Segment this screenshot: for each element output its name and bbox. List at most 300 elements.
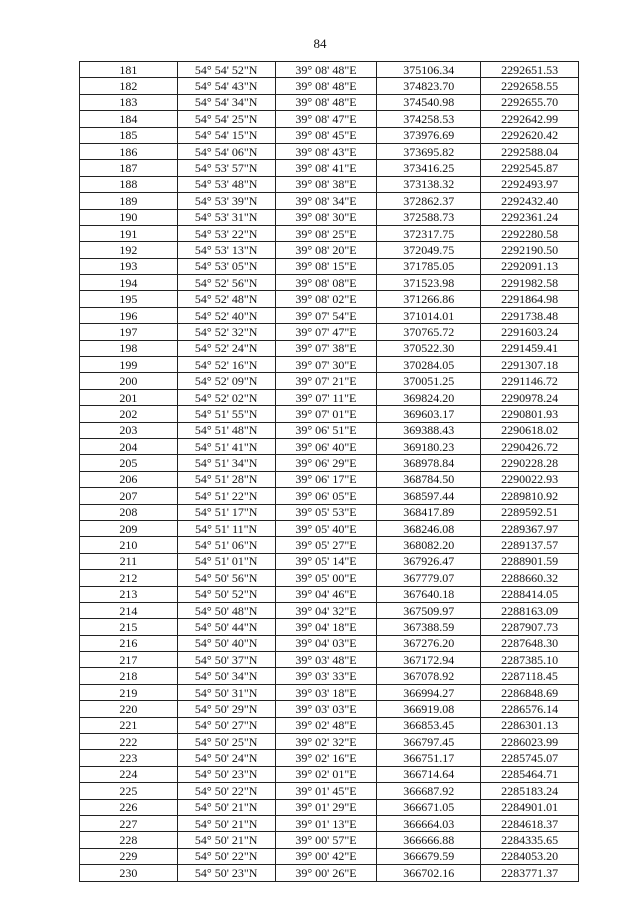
latitude-cell: 54° 52' 24"N <box>177 340 275 356</box>
x-coordinate-cell: 367640.18 <box>377 586 481 602</box>
coordinates-table <box>79 61 579 882</box>
y-coordinate-cell: 2290801.93 <box>481 406 579 422</box>
longitude-cell: 39° 02' 16"E <box>275 750 377 766</box>
x-coordinate-cell: 371523.98 <box>377 275 481 291</box>
longitude-cell: 39° 03' 03"E <box>275 701 377 717</box>
longitude-cell: 39° 03' 18"E <box>275 684 377 700</box>
longitude-cell: 39° 06' 17"E <box>275 471 377 487</box>
point-number-cell: 211 <box>80 553 178 569</box>
latitude-cell: 54° 50' 24"N <box>177 750 275 766</box>
latitude-cell: 54° 51' 28"N <box>177 471 275 487</box>
point-number-cell: 197 <box>80 324 178 340</box>
y-coordinate-cell: 2286848.69 <box>481 684 579 700</box>
y-coordinate-cell: 2292651.53 <box>481 62 579 78</box>
longitude-cell: 39° 03' 33"E <box>275 668 377 684</box>
x-coordinate-cell: 366919.08 <box>377 701 481 717</box>
y-coordinate-cell: 2287385.10 <box>481 652 579 668</box>
x-coordinate-cell: 366751.17 <box>377 750 481 766</box>
x-coordinate-cell: 367926.47 <box>377 553 481 569</box>
y-coordinate-cell: 2291307.18 <box>481 357 579 373</box>
x-coordinate-cell: 372588.73 <box>377 209 481 225</box>
y-coordinate-cell: 2289367.97 <box>481 520 579 536</box>
table-row <box>80 258 579 274</box>
point-number-cell: 225 <box>80 783 178 799</box>
point-number-cell: 208 <box>80 504 178 520</box>
latitude-cell: 54° 54' 06"N <box>177 143 275 159</box>
point-number-cell: 212 <box>80 570 178 586</box>
point-number-cell: 227 <box>80 815 178 831</box>
latitude-cell: 54° 52' 32"N <box>177 324 275 340</box>
latitude-cell: 54° 50' 21"N <box>177 815 275 831</box>
point-number-cell: 184 <box>80 111 178 127</box>
x-coordinate-cell: 368597.44 <box>377 488 481 504</box>
y-coordinate-cell: 2290022.93 <box>481 471 579 487</box>
y-coordinate-cell: 2292642.99 <box>481 111 579 127</box>
table-row <box>80 520 579 536</box>
table-row <box>80 570 579 586</box>
point-number-cell: 193 <box>80 258 178 274</box>
x-coordinate-cell: 371014.01 <box>377 307 481 323</box>
latitude-cell: 54° 52' 48"N <box>177 291 275 307</box>
table-row <box>80 471 579 487</box>
point-number-cell: 221 <box>80 717 178 733</box>
y-coordinate-cell: 2292655.70 <box>481 94 579 110</box>
x-coordinate-cell: 375106.34 <box>377 62 481 78</box>
longitude-cell: 39° 08' 38"E <box>275 176 377 192</box>
y-coordinate-cell: 2292280.58 <box>481 225 579 241</box>
y-coordinate-cell: 2285183.24 <box>481 783 579 799</box>
latitude-cell: 54° 50' 23"N <box>177 865 275 881</box>
latitude-cell: 54° 50' 37"N <box>177 652 275 668</box>
latitude-cell: 54° 53' 39"N <box>177 193 275 209</box>
y-coordinate-cell: 2286576.14 <box>481 701 579 717</box>
x-coordinate-cell: 368784.50 <box>377 471 481 487</box>
x-coordinate-cell: 366666.88 <box>377 832 481 848</box>
x-coordinate-cell: 368246.08 <box>377 520 481 536</box>
y-coordinate-cell: 2288660.32 <box>481 570 579 586</box>
latitude-cell: 54° 51' 11"N <box>177 520 275 536</box>
x-coordinate-cell: 368978.84 <box>377 455 481 471</box>
point-number-cell: 203 <box>80 422 178 438</box>
longitude-cell: 39° 02' 01"E <box>275 766 377 782</box>
y-coordinate-cell: 2292361.24 <box>481 209 579 225</box>
point-number-cell: 219 <box>80 684 178 700</box>
point-number-cell: 195 <box>80 291 178 307</box>
point-number-cell: 213 <box>80 586 178 602</box>
y-coordinate-cell: 2292658.55 <box>481 78 579 94</box>
longitude-cell: 39° 05' 00"E <box>275 570 377 586</box>
x-coordinate-cell: 366994.27 <box>377 684 481 700</box>
y-coordinate-cell: 2291459.41 <box>481 340 579 356</box>
table-row <box>80 701 579 717</box>
point-number-cell: 210 <box>80 537 178 553</box>
latitude-cell: 54° 51' 17"N <box>177 504 275 520</box>
table-row <box>80 193 579 209</box>
latitude-cell: 54° 51' 06"N <box>177 537 275 553</box>
longitude-cell: 39° 08' 48"E <box>275 94 377 110</box>
table-row <box>80 717 579 733</box>
latitude-cell: 54° 50' 29"N <box>177 701 275 717</box>
point-number-cell: 223 <box>80 750 178 766</box>
table-row <box>80 209 579 225</box>
point-number-cell: 230 <box>80 865 178 881</box>
x-coordinate-cell: 367509.97 <box>377 602 481 618</box>
y-coordinate-cell: 2291146.72 <box>481 373 579 389</box>
latitude-cell: 54° 50' 52"N <box>177 586 275 602</box>
point-number-cell: 215 <box>80 619 178 635</box>
longitude-cell: 39° 07' 01"E <box>275 406 377 422</box>
y-coordinate-cell: 2292620.42 <box>481 127 579 143</box>
point-number-cell: 201 <box>80 389 178 405</box>
table-row <box>80 783 579 799</box>
point-number-cell: 205 <box>80 455 178 471</box>
longitude-cell: 39° 05' 53"E <box>275 504 377 520</box>
table-row <box>80 586 579 602</box>
page-number: 84 <box>313 36 327 51</box>
table-row <box>80 111 579 127</box>
longitude-cell: 39° 07' 21"E <box>275 373 377 389</box>
longitude-cell: 39° 04' 18"E <box>275 619 377 635</box>
table-row <box>80 766 579 782</box>
point-number-cell: 182 <box>80 78 178 94</box>
table-row <box>80 176 579 192</box>
longitude-cell: 39° 04' 03"E <box>275 635 377 651</box>
x-coordinate-cell: 369388.43 <box>377 422 481 438</box>
table-row <box>80 127 579 143</box>
longitude-cell: 39° 06' 40"E <box>275 438 377 454</box>
latitude-cell: 54° 51' 01"N <box>177 553 275 569</box>
point-number-cell: 198 <box>80 340 178 356</box>
y-coordinate-cell: 2292588.04 <box>481 143 579 159</box>
table-row <box>80 307 579 323</box>
point-number-cell: 220 <box>80 701 178 717</box>
point-number-cell: 189 <box>80 193 178 209</box>
table-row <box>80 832 579 848</box>
x-coordinate-cell: 372317.75 <box>377 225 481 241</box>
table-row <box>80 62 579 78</box>
x-coordinate-cell: 370522.30 <box>377 340 481 356</box>
x-coordinate-cell: 373976.69 <box>377 127 481 143</box>
latitude-cell: 54° 51' 34"N <box>177 455 275 471</box>
latitude-cell: 54° 50' 22"N <box>177 848 275 864</box>
table-row <box>80 438 579 454</box>
latitude-cell: 54° 54' 43"N <box>177 78 275 94</box>
y-coordinate-cell: 2283771.37 <box>481 865 579 881</box>
x-coordinate-cell: 370284.05 <box>377 357 481 373</box>
point-number-cell: 224 <box>80 766 178 782</box>
longitude-cell: 39° 07' 11"E <box>275 389 377 405</box>
point-number-cell: 183 <box>80 94 178 110</box>
longitude-cell: 39° 01' 45"E <box>275 783 377 799</box>
y-coordinate-cell: 2292190.50 <box>481 242 579 258</box>
longitude-cell: 39° 05' 14"E <box>275 553 377 569</box>
table-row <box>80 225 579 241</box>
table-row <box>80 143 579 159</box>
latitude-cell: 54° 50' 34"N <box>177 668 275 684</box>
y-coordinate-cell: 2288414.05 <box>481 586 579 602</box>
point-number-cell: 196 <box>80 307 178 323</box>
latitude-cell: 54° 50' 21"N <box>177 832 275 848</box>
y-coordinate-cell: 2289592.51 <box>481 504 579 520</box>
latitude-cell: 54° 51' 48"N <box>177 422 275 438</box>
table-row <box>80 848 579 864</box>
table-row <box>80 455 579 471</box>
y-coordinate-cell: 2292091.13 <box>481 258 579 274</box>
y-coordinate-cell: 2284053.20 <box>481 848 579 864</box>
point-number-cell: 204 <box>80 438 178 454</box>
latitude-cell: 54° 54' 34"N <box>177 94 275 110</box>
table-row <box>80 160 579 176</box>
longitude-cell: 39° 02' 32"E <box>275 734 377 750</box>
y-coordinate-cell: 2291982.58 <box>481 275 579 291</box>
point-number-cell: 191 <box>80 225 178 241</box>
y-coordinate-cell: 2289137.57 <box>481 537 579 553</box>
y-coordinate-cell: 2290618.02 <box>481 422 579 438</box>
latitude-cell: 54° 50' 56"N <box>177 570 275 586</box>
x-coordinate-cell: 369603.17 <box>377 406 481 422</box>
y-coordinate-cell: 2291738.48 <box>481 307 579 323</box>
x-coordinate-cell: 366687.92 <box>377 783 481 799</box>
longitude-cell: 39° 07' 30"E <box>275 357 377 373</box>
x-coordinate-cell: 367078.92 <box>377 668 481 684</box>
table-row <box>80 291 579 307</box>
y-coordinate-cell: 2290426.72 <box>481 438 579 454</box>
table-row <box>80 406 579 422</box>
latitude-cell: 54° 52' 16"N <box>177 357 275 373</box>
table-row <box>80 815 579 831</box>
x-coordinate-cell: 366664.03 <box>377 815 481 831</box>
table-row <box>80 340 579 356</box>
longitude-cell: 39° 02' 48"E <box>275 717 377 733</box>
y-coordinate-cell: 2285464.71 <box>481 766 579 782</box>
latitude-cell: 54° 53' 31"N <box>177 209 275 225</box>
longitude-cell: 39° 08' 34"E <box>275 193 377 209</box>
x-coordinate-cell: 367276.20 <box>377 635 481 651</box>
longitude-cell: 39° 08' 48"E <box>275 62 377 78</box>
table-row <box>80 422 579 438</box>
latitude-cell: 54° 50' 27"N <box>177 717 275 733</box>
table-row <box>80 242 579 258</box>
y-coordinate-cell: 2289810.92 <box>481 488 579 504</box>
point-number-cell: 222 <box>80 734 178 750</box>
y-coordinate-cell: 2287648.30 <box>481 635 579 651</box>
table-row <box>80 389 579 405</box>
point-number-cell: 185 <box>80 127 178 143</box>
longitude-cell: 39° 06' 05"E <box>275 488 377 504</box>
y-coordinate-cell: 2285745.07 <box>481 750 579 766</box>
y-coordinate-cell: 2284901.01 <box>481 799 579 815</box>
y-coordinate-cell: 2291603.24 <box>481 324 579 340</box>
point-number-cell: 217 <box>80 652 178 668</box>
latitude-cell: 54° 53' 05"N <box>177 258 275 274</box>
latitude-cell: 54° 52' 56"N <box>177 275 275 291</box>
table-row <box>80 865 579 881</box>
point-number-cell: 214 <box>80 602 178 618</box>
table-row <box>80 602 579 618</box>
latitude-cell: 54° 53' 22"N <box>177 225 275 241</box>
latitude-cell: 54° 53' 57"N <box>177 160 275 176</box>
y-coordinate-cell: 2292493.97 <box>481 176 579 192</box>
longitude-cell: 39° 07' 38"E <box>275 340 377 356</box>
x-coordinate-cell: 366671.05 <box>377 799 481 815</box>
longitude-cell: 39° 03' 48"E <box>275 652 377 668</box>
longitude-cell: 39° 05' 27"E <box>275 537 377 553</box>
x-coordinate-cell: 374540.98 <box>377 94 481 110</box>
longitude-cell: 39° 06' 51"E <box>275 422 377 438</box>
x-coordinate-cell: 368417.89 <box>377 504 481 520</box>
table-row <box>80 357 579 373</box>
longitude-cell: 39° 08' 02"E <box>275 291 377 307</box>
longitude-cell: 39° 08' 08"E <box>275 275 377 291</box>
point-number-cell: 202 <box>80 406 178 422</box>
point-number-cell: 207 <box>80 488 178 504</box>
longitude-cell: 39° 08' 43"E <box>275 143 377 159</box>
latitude-cell: 54° 54' 25"N <box>177 111 275 127</box>
longitude-cell: 39° 08' 48"E <box>275 78 377 94</box>
longitude-cell: 39° 04' 32"E <box>275 602 377 618</box>
x-coordinate-cell: 367779.07 <box>377 570 481 586</box>
point-number-cell: 216 <box>80 635 178 651</box>
point-number-cell: 228 <box>80 832 178 848</box>
y-coordinate-cell: 2287118.45 <box>481 668 579 684</box>
longitude-cell: 39° 07' 54"E <box>275 307 377 323</box>
longitude-cell: 39° 05' 40"E <box>275 520 377 536</box>
table-row <box>80 504 579 520</box>
x-coordinate-cell: 369824.20 <box>377 389 481 405</box>
latitude-cell: 54° 50' 40"N <box>177 635 275 651</box>
latitude-cell: 54° 50' 22"N <box>177 783 275 799</box>
x-coordinate-cell: 373416.25 <box>377 160 481 176</box>
table-row <box>80 78 579 94</box>
latitude-cell: 54° 50' 25"N <box>177 734 275 750</box>
latitude-cell: 54° 50' 48"N <box>177 602 275 618</box>
y-coordinate-cell: 2286301.13 <box>481 717 579 733</box>
y-coordinate-cell: 2290978.24 <box>481 389 579 405</box>
point-number-cell: 218 <box>80 668 178 684</box>
x-coordinate-cell: 366797.45 <box>377 734 481 750</box>
latitude-cell: 54° 52' 40"N <box>177 307 275 323</box>
x-coordinate-cell: 369180.23 <box>377 438 481 454</box>
x-coordinate-cell: 374823.70 <box>377 78 481 94</box>
longitude-cell: 39° 08' 20"E <box>275 242 377 258</box>
table-row <box>80 684 579 700</box>
point-number-cell: 194 <box>80 275 178 291</box>
latitude-cell: 54° 54' 52"N <box>177 62 275 78</box>
longitude-cell: 39° 01' 29"E <box>275 799 377 815</box>
x-coordinate-cell: 366853.45 <box>377 717 481 733</box>
point-number-cell: 199 <box>80 357 178 373</box>
x-coordinate-cell: 366679.59 <box>377 848 481 864</box>
y-coordinate-cell: 2288163.09 <box>481 602 579 618</box>
point-number-cell: 229 <box>80 848 178 864</box>
latitude-cell: 54° 50' 21"N <box>177 799 275 815</box>
longitude-cell: 39° 08' 47"E <box>275 111 377 127</box>
x-coordinate-cell: 366702.16 <box>377 865 481 881</box>
y-coordinate-cell: 2290228.28 <box>481 455 579 471</box>
x-coordinate-cell: 373138.32 <box>377 176 481 192</box>
point-number-cell: 226 <box>80 799 178 815</box>
x-coordinate-cell: 366714.64 <box>377 766 481 782</box>
longitude-cell: 39° 00' 57"E <box>275 832 377 848</box>
table-row <box>80 488 579 504</box>
x-coordinate-cell: 368082.20 <box>377 537 481 553</box>
x-coordinate-cell: 373695.82 <box>377 143 481 159</box>
point-number-cell: 188 <box>80 176 178 192</box>
table-row <box>80 537 579 553</box>
table-row <box>80 275 579 291</box>
x-coordinate-cell: 370765.72 <box>377 324 481 340</box>
point-number-cell: 192 <box>80 242 178 258</box>
longitude-cell: 39° 01' 13"E <box>275 815 377 831</box>
coordinates-table-body <box>80 62 579 882</box>
latitude-cell: 54° 54' 15"N <box>177 127 275 143</box>
longitude-cell: 39° 07' 47"E <box>275 324 377 340</box>
table-row <box>80 373 579 389</box>
x-coordinate-cell: 371785.05 <box>377 258 481 274</box>
longitude-cell: 39° 00' 26"E <box>275 865 377 881</box>
table-row <box>80 619 579 635</box>
table-row <box>80 652 579 668</box>
table-row <box>80 668 579 684</box>
y-coordinate-cell: 2292545.87 <box>481 160 579 176</box>
longitude-cell: 39° 08' 41"E <box>275 160 377 176</box>
x-coordinate-cell: 371266.86 <box>377 291 481 307</box>
longitude-cell: 39° 08' 15"E <box>275 258 377 274</box>
longitude-cell: 39° 08' 45"E <box>275 127 377 143</box>
y-coordinate-cell: 2292432.40 <box>481 193 579 209</box>
latitude-cell: 54° 53' 48"N <box>177 176 275 192</box>
longitude-cell: 39° 00' 42"E <box>275 848 377 864</box>
latitude-cell: 54° 50' 31"N <box>177 684 275 700</box>
latitude-cell: 54° 52' 02"N <box>177 389 275 405</box>
y-coordinate-cell: 2288901.59 <box>481 553 579 569</box>
longitude-cell: 39° 06' 29"E <box>275 455 377 471</box>
y-coordinate-cell: 2284335.65 <box>481 832 579 848</box>
table-row <box>80 750 579 766</box>
table-row <box>80 553 579 569</box>
latitude-cell: 54° 51' 41"N <box>177 438 275 454</box>
longitude-cell: 39° 08' 30"E <box>275 209 377 225</box>
x-coordinate-cell: 367388.59 <box>377 619 481 635</box>
point-number-cell: 181 <box>80 62 178 78</box>
latitude-cell: 54° 53' 13"N <box>177 242 275 258</box>
x-coordinate-cell: 374258.53 <box>377 111 481 127</box>
x-coordinate-cell: 372049.75 <box>377 242 481 258</box>
table-row <box>80 324 579 340</box>
latitude-cell: 54° 50' 23"N <box>177 766 275 782</box>
y-coordinate-cell: 2291864.98 <box>481 291 579 307</box>
longitude-cell: 39° 08' 25"E <box>275 225 377 241</box>
table-row <box>80 94 579 110</box>
x-coordinate-cell: 372862.37 <box>377 193 481 209</box>
point-number-cell: 186 <box>80 143 178 159</box>
point-number-cell: 190 <box>80 209 178 225</box>
table-row <box>80 635 579 651</box>
point-number-cell: 209 <box>80 520 178 536</box>
x-coordinate-cell: 370051.25 <box>377 373 481 389</box>
longitude-cell: 39° 04' 46"E <box>275 586 377 602</box>
point-number-cell: 187 <box>80 160 178 176</box>
y-coordinate-cell: 2284618.37 <box>481 815 579 831</box>
point-number-cell: 206 <box>80 471 178 487</box>
latitude-cell: 54° 51' 22"N <box>177 488 275 504</box>
x-coordinate-cell: 367172.94 <box>377 652 481 668</box>
latitude-cell: 54° 52' 09"N <box>177 373 275 389</box>
latitude-cell: 54° 51' 55"N <box>177 406 275 422</box>
table-row <box>80 734 579 750</box>
latitude-cell: 54° 50' 44"N <box>177 619 275 635</box>
y-coordinate-cell: 2286023.99 <box>481 734 579 750</box>
